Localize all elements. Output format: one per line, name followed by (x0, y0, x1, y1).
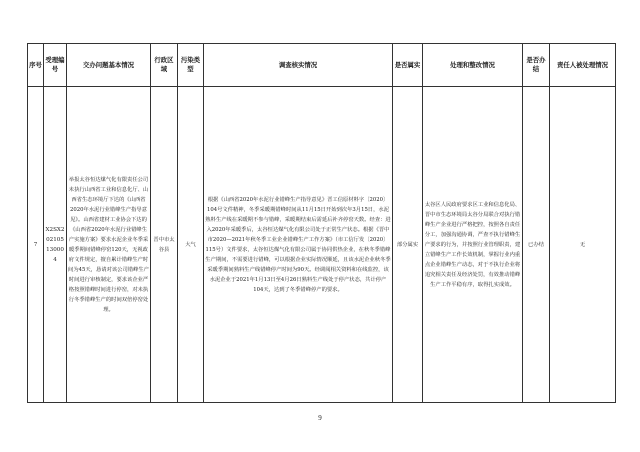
cell-region: 晋中市太谷县 (151, 87, 178, 403)
page-number: 9 (318, 414, 322, 422)
header-row (28, 44, 616, 87)
cell-handling: 太谷区人民政府要求区工业和信息化局、晋中市生态环境局太谷分局联合对执行错峰生产企业进行严格把控，按照各自责任分工，加强沟通协调，严查不执行错峰生产要求的行为，并按照行业管理职责，建立错峰生产工作长效机制，掌握行业内重点企业错峰生产动态，对于不执行企业将追究相关责任及经济处罚，有效推动错峰生产工作平稳有序，取得扎实成效。 (423, 87, 523, 403)
header-problem: 交办问题基本情况 (67, 44, 151, 87)
cell-acceptance-no: X2SX202105130004 (44, 87, 67, 403)
header-handling: 处理和整改情况 (423, 44, 523, 87)
table-row (28, 87, 616, 403)
header-accountability: 责任人被处理情况 (550, 44, 616, 87)
cell-accountability: 无 (550, 87, 616, 403)
case-table (27, 43, 616, 403)
header-closed: 是否办结 (523, 44, 550, 87)
header-seq: 序号 (28, 44, 44, 87)
cell-closed: 已办结 (523, 87, 550, 403)
cell-problem: 举报太谷恒达煤气化有限责任公司未执行山西省工业和信息化厅、山西省生态环境厅下达的《山西省2020年水泥行业错峰生产指导意见》。山西省建材工业协会下达的《山西省2020年水泥行业错峰生产实施方案》要求水泥企业冬季采暖季期间错峰停窑120天，无视政府文件规定，擅自累计错峰生产时间为45天，恳请对该公司错峰生产时间进行审核制定，要求该企业严格按照错峰时间进行停窑，对未执行冬季错峰生产的时间双倍停窑处理。 (67, 87, 151, 403)
cell-pollution-type: 大气 (178, 87, 204, 403)
cell-seq: 7 (28, 87, 44, 403)
header-pollution-type: 污染类型 (178, 44, 204, 87)
cell-investigation: 根据《山西省2020年水泥行业错峰生产指导意见》晋工信原材料字〔2020〕104号文件精神，冬季采暖期错峰时间从11月15日开始到次年3月15日，水泥熟料生产线在采暖期不参与错峰，采暖期结束后需延后补齐停窑天数。经查：进入2020年采暖季后，太谷恒达煤气化有限公司处于正常生产状态。根据《晋中市2020—2021年秋冬季工业企业错峰生产工作方案》（市工信厅发〔2020〕115号）文件要求，太谷恒达煤气化有限公司属于协同供热企业，在秋冬季错峰生产期间，不需要进行错峰，可以根据企业实际情况顺延，且该水泥企业秋冬季采暖季期间熟料生产线错峰停产时间为90天。经调阅相关资料和在线监控，该水泥企业于2021年1月13日至4月26日熟料生产线处于停产状态，共计停产104天，达到了冬季错峰停产的要求。 (204, 87, 393, 403)
cell-verified: 部分属实 (393, 87, 423, 403)
header-investigation: 调查核实情况 (204, 44, 393, 87)
header-region: 行政区域 (151, 44, 178, 87)
header-verified: 是否属实 (393, 44, 423, 87)
header-acceptance-no: 受理编号 (44, 44, 67, 87)
